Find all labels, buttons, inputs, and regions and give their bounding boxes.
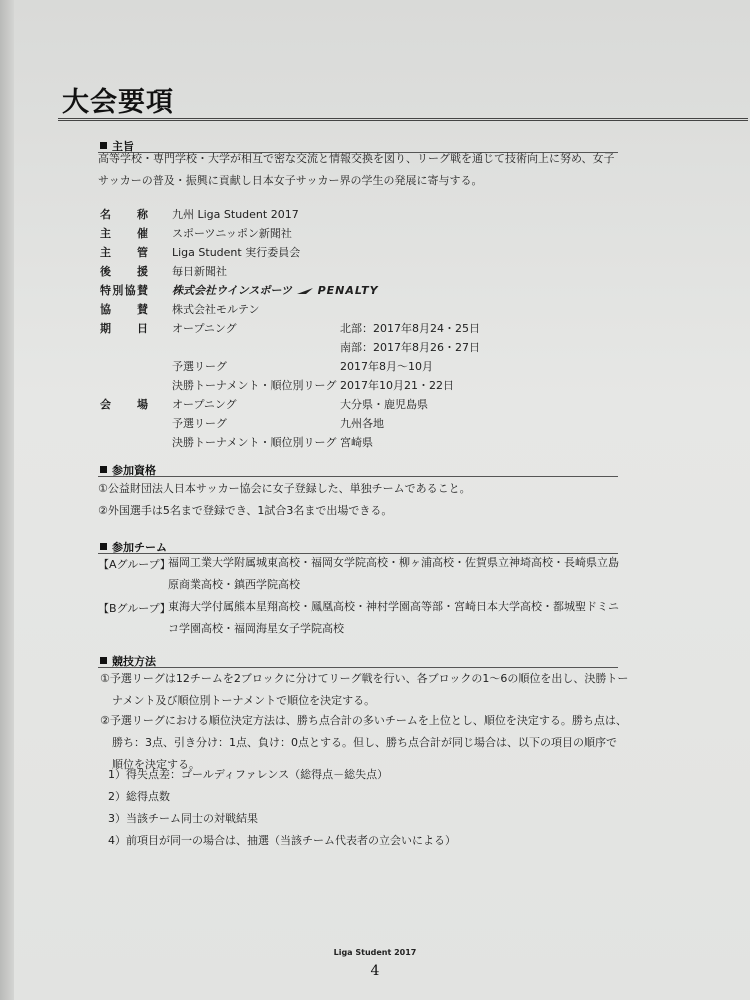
- tiebreak-list: [108, 764, 456, 852]
- square-bullet-icon: [100, 657, 107, 664]
- list-item: 2）総得点数: [108, 790, 170, 803]
- penalty-swoosh-icon: [296, 287, 314, 295]
- title-rule: [58, 118, 748, 121]
- page-title: 大会要項: [62, 87, 174, 118]
- group-a-label: 【Aグループ】: [98, 558, 171, 571]
- list-item: 4）前項目が同一の場合は、抽選（当該チーム代表者の立会いによる）: [108, 834, 456, 847]
- section-rule: [98, 476, 618, 477]
- penalty-logo: PENALTY: [317, 284, 379, 297]
- section-heading-purpose: 主旨: [100, 138, 134, 154]
- footer-title: Liga Student 2017: [333, 948, 417, 957]
- list-item: 1）得失点差：ゴールディファレンス（総得点－総失点）: [108, 768, 389, 781]
- section-heading-eligibility: 参加資格: [100, 462, 156, 478]
- format-item-2: ②予選リーグにおける順位決定方法は、勝ち点合計の多いチームを上位とし、順位を決定する。勝ち点は、 勝ち：3点、引き分け：1点、負け：0点とする。但し、勝ち点合計が同じ場合は、以下の項目の順序で 順位を決定する。: [100, 714, 627, 771]
- format-item-1: ①予選リーグは12チームを2ブロックに分けてリーグ戦を行い、各ブロックの1～6の順位を出し、決勝トー ナメント及び順位別トーナメントで順位を決定する。: [100, 672, 629, 707]
- group-a-teams: 福岡工業大学附属城東高校・福岡女学院高校・柳ヶ浦高校・佐賀県立神埼高校・長崎県立島 原商業高校・鎮西学院高校: [168, 556, 619, 591]
- group-b-label: 【Bグループ】: [98, 602, 171, 615]
- page-number: 4: [370, 963, 380, 979]
- eligibility-list: ①公益財団法人日本サッカー協会に女子登録した、単独チームであること。 ②外国選手は5名まで登録でき、1試合3名まで出場できる。: [98, 482, 471, 517]
- list-item: 3）当該チーム同士の対戦結果: [108, 812, 258, 825]
- square-bullet-icon: [100, 466, 107, 473]
- square-bullet-icon: [100, 543, 107, 550]
- document-page: 大会要項 主旨 高等学校・専門学校・大学が相互で密な交流と情報交換を図り、リーグ戦を通じて技術向上に努め、女子 サッカーの普及・振興に貢献し日本女子サッカー界の学生の発展に寄与する。 名称 九州 Liga Student 2017 主催 スポーツニッポン新聞社 主管 Liga Student 実行委員会 後援 毎日新聞社 特別協賛 株式会社ウインスポーツ PENALTY 協賛 株式会社モルテン 期日 オープニング 北部：2017年8月24・25日 南部：2017年8月26・27日 予選リーグ 2017年8月～10月 決勝トーナメント・順位別リーグ 2017年10月21・22日 会場 オープニング 大分県・鹿児島県 予選リーグ 九州各地 決勝トーナメント・順位別リーグ 宮崎県 参加資格 ①公益財団法人日本サッカー協会に女子登録した、単独チームであること。 ②外国選手は5名まで登録でき、1試合3名まで出場できる。 参加チーム 【Aグループ】 福岡工業大学附属城東高校・福岡女学院高校・柳ヶ浦高校・佐賀県立神埼高校・長崎県立島 原商業高校・鎮西学院高校 【Bグループ】 東海大学付属熊本星翔高校・鳳凰高校・神村学園高等部・宮崎日本大学高校・都城聖ドミニ コ学園高校・福岡海星女子学院高校 競技方法 ①予選リーグは12チームを2ブロックに分けてリーグ戦を行い、各ブロックの1～6の順位を出し、決勝トー ナメント及び順位別トーナメントで順位を決定する。 ②予選リーグにおける順位決定方法は、勝ち点合計の多いチームを上位とし、順位を決定する。勝ち点は、 勝ち：3点、引き分け：1点、負け：0点とする。但し、勝ち点合計が同じ場合は、以下の項目の順序で 順位を決定する。 1）得失点差：ゴールディファレンス（総得点－総失点） 2）総得点数 3）当該チーム同士の対戦結果 4）前項目が同一の場合は、抽選（当該チーム代表者の立会いによる） Liga Student 2017 4: [0, 0, 750, 1000]
- section-heading-teams: 参加チーム: [100, 539, 167, 555]
- page-edge-shadow: [0, 0, 14, 1000]
- section-heading-format: 競技方法: [100, 653, 156, 669]
- group-b-teams: 東海大学付属熊本星翔高校・鳳凰高校・神村学園高等部・宮崎日本大学高校・都城聖ドミニ コ学園高校・福岡海星女子学院高校: [168, 600, 619, 635]
- purpose-text: 高等学校・専門学校・大学が相互で密な交流と情報交換を図り、リーグ戦を通じて技術向上に努め、女子 サッカーの普及・振興に貢献し日本女子サッカー界の学生の発展に寄与する。: [98, 152, 615, 187]
